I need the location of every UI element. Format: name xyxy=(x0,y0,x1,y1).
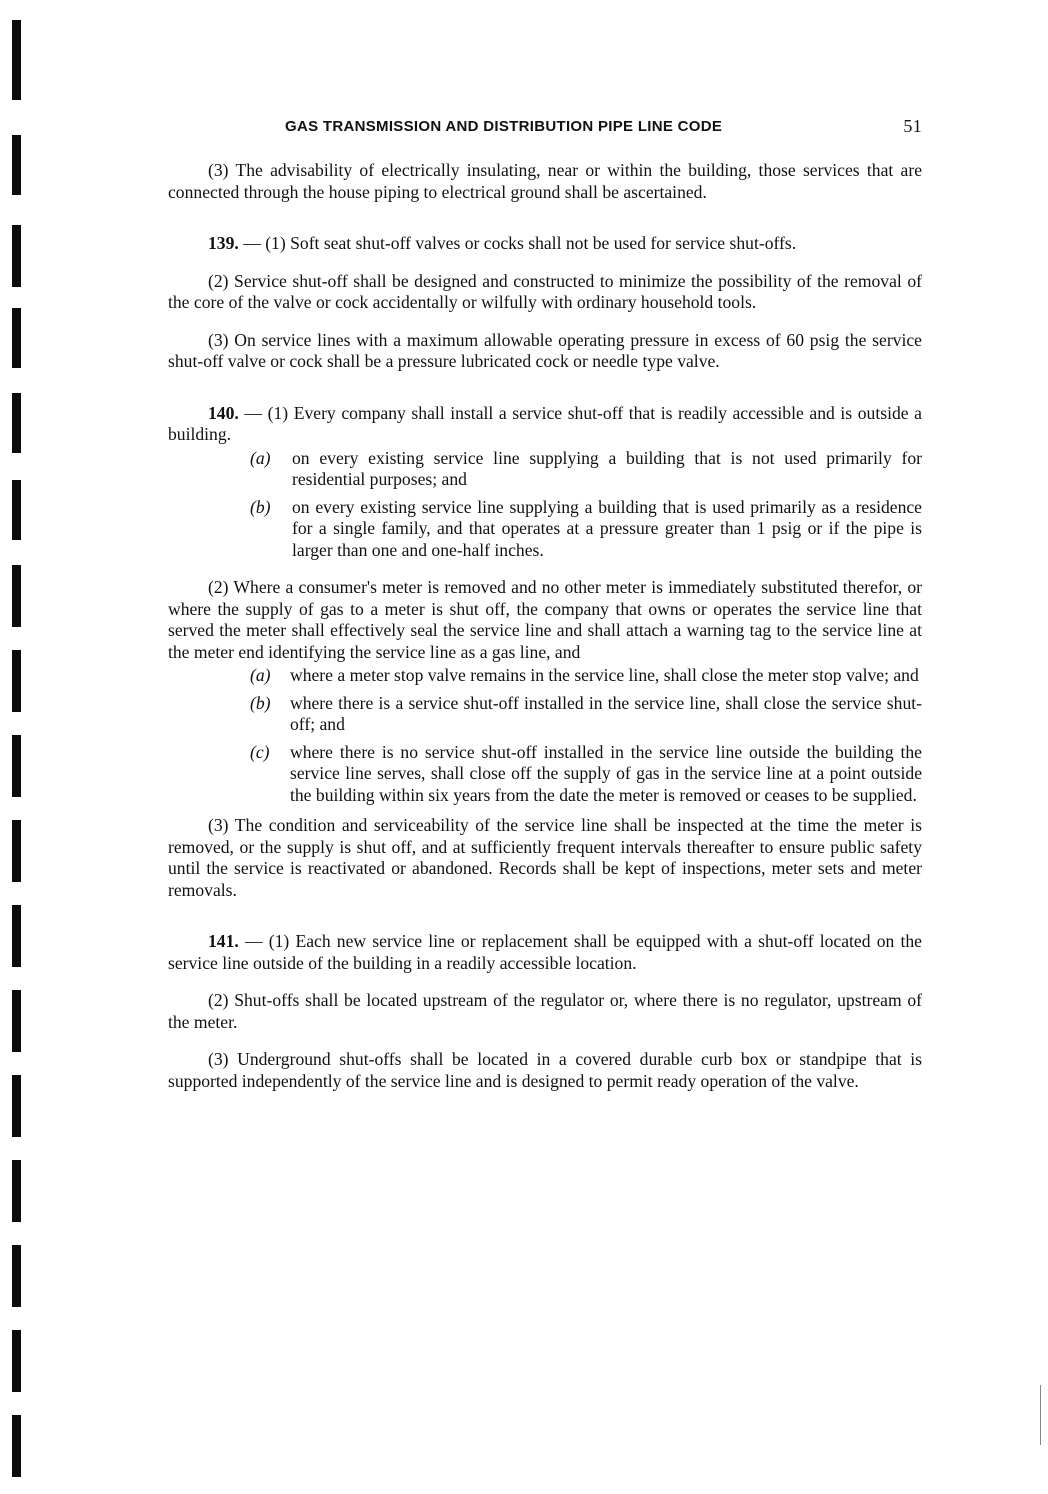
list-item-text: on every existing service line supplying a building that is used primarily as a residence for a single family, and that operates at a pressure greater than 1 psig or if the pipe is larger than one and one-half inches. xyxy=(292,496,922,560)
list-item-text: where there is a service shut-off installed in the service line, shall close the service shut-off; and xyxy=(290,692,922,734)
binding-mark xyxy=(12,480,21,540)
binding-mark xyxy=(12,393,21,453)
section-140-para-3: (3) The condition and serviceability of the service line shall be inspected at the time the meter is removed, or the supply is shut off, and at sufficiently frequent intervals thereafter to ensure public safety until the service is reactivated or abandoned. Records shall be kept of inspections, meter sets and meter removals. xyxy=(168,815,922,900)
list-item-label: (a) xyxy=(250,447,271,468)
binding-mark xyxy=(12,1415,21,1477)
list-item xyxy=(250,693,922,736)
binding-mark xyxy=(12,225,21,287)
list-item xyxy=(250,742,922,807)
section-140-para-1: 140. — (1) Every company shall install a service shut-off that is readily accessible and is outside a building. xyxy=(168,402,922,444)
binding-mark xyxy=(12,20,21,100)
binding-mark xyxy=(12,135,21,195)
binding-mark xyxy=(12,565,21,627)
header-title: GAS TRANSMISSION AND DISTRIBUTION PIPE LINE CODE xyxy=(285,118,723,135)
section-141-para-1: 141. — (1) Each new service line or replacement shall be equipped with a shut-off located on the service line outside of the building in a readily accessible location. xyxy=(168,931,922,973)
list-item-label: (b) xyxy=(250,496,271,517)
page-number: 51 xyxy=(903,116,922,136)
section-140-para-2: (2) Where a consumer's meter is removed and no other meter is immediately substituted therefor, or where the supply of gas to a meter is shut off, the company that owns or operates the service line that served the meter shall effectively seal the service line and shall attach a warning tag to the service line at the meter end identifying the service line as a gas line, and xyxy=(168,577,922,662)
binding-mark xyxy=(12,990,21,1052)
binding-mark xyxy=(12,1245,21,1307)
section-141-para-3: (3) Underground shut-offs shall be located in a covered durable curb box or standpipe that is supported independently of the service line and is designed to permit ready operation of the valve. xyxy=(168,1049,922,1091)
page-body xyxy=(168,160,922,1092)
section-139-para-3: (3) On service lines with a maximum allowable operating pressure in excess of 60 psig the service shut-off valve or cock shall be a pressure lubricated cock or needle type valve. xyxy=(168,329,922,371)
binding-mark xyxy=(12,735,21,797)
section-number: 141. xyxy=(208,931,239,951)
binding-mark xyxy=(12,308,21,368)
list-item xyxy=(250,448,922,491)
binding-mark xyxy=(12,650,21,712)
list-item-label: (a) xyxy=(250,665,271,685)
scan-artifact-line xyxy=(1040,1385,1041,1445)
binding-mark xyxy=(12,1075,21,1137)
binding-mark xyxy=(12,820,21,882)
list-item xyxy=(250,665,922,687)
binding-mark xyxy=(12,1160,21,1222)
list-item-text: where a meter stop valve remains in the service line, shall close the meter stop valve; and xyxy=(290,665,919,685)
section-number: 139. xyxy=(208,233,239,253)
paragraph-138-3: (3) The advisability of electrically insulating, near or within the building, those services that are connected through the house piping to electrical ground shall be ascertained. xyxy=(168,160,922,202)
list-item-text: where there is no service shut-off installed in the service line outside the building the service line serves, shall close off the supply of gas in the service line at a point outside the building within six years from the date the meter is removed or ceases to be supplied. xyxy=(290,741,922,805)
binding-mark xyxy=(12,905,21,967)
section-139-para-1: 139. — (1) Soft seat shut-off valves or cocks shall not be used for service shut-offs. xyxy=(208,233,797,253)
list-item xyxy=(250,497,922,562)
running-header xyxy=(285,116,922,138)
binding-mark xyxy=(12,1330,21,1392)
section-number: 140. xyxy=(208,402,239,423)
section-139-para-2: (2) Service shut-off shall be designed and constructed to minimize the possibility of the removal of the core of the valve or cock accidentally or wilfully with ordinary household tools. xyxy=(168,270,922,312)
list-item-label: (b) xyxy=(250,692,271,713)
section-141-para-2: (2) Shut-offs shall be located upstream of the regulator or, where there is no regulator, upstream of the meter. xyxy=(168,990,922,1032)
list-item-text: on every existing service line supplying a building that is not used primarily for residential purposes; and xyxy=(292,447,922,489)
list-item-label: (c) xyxy=(250,741,270,762)
